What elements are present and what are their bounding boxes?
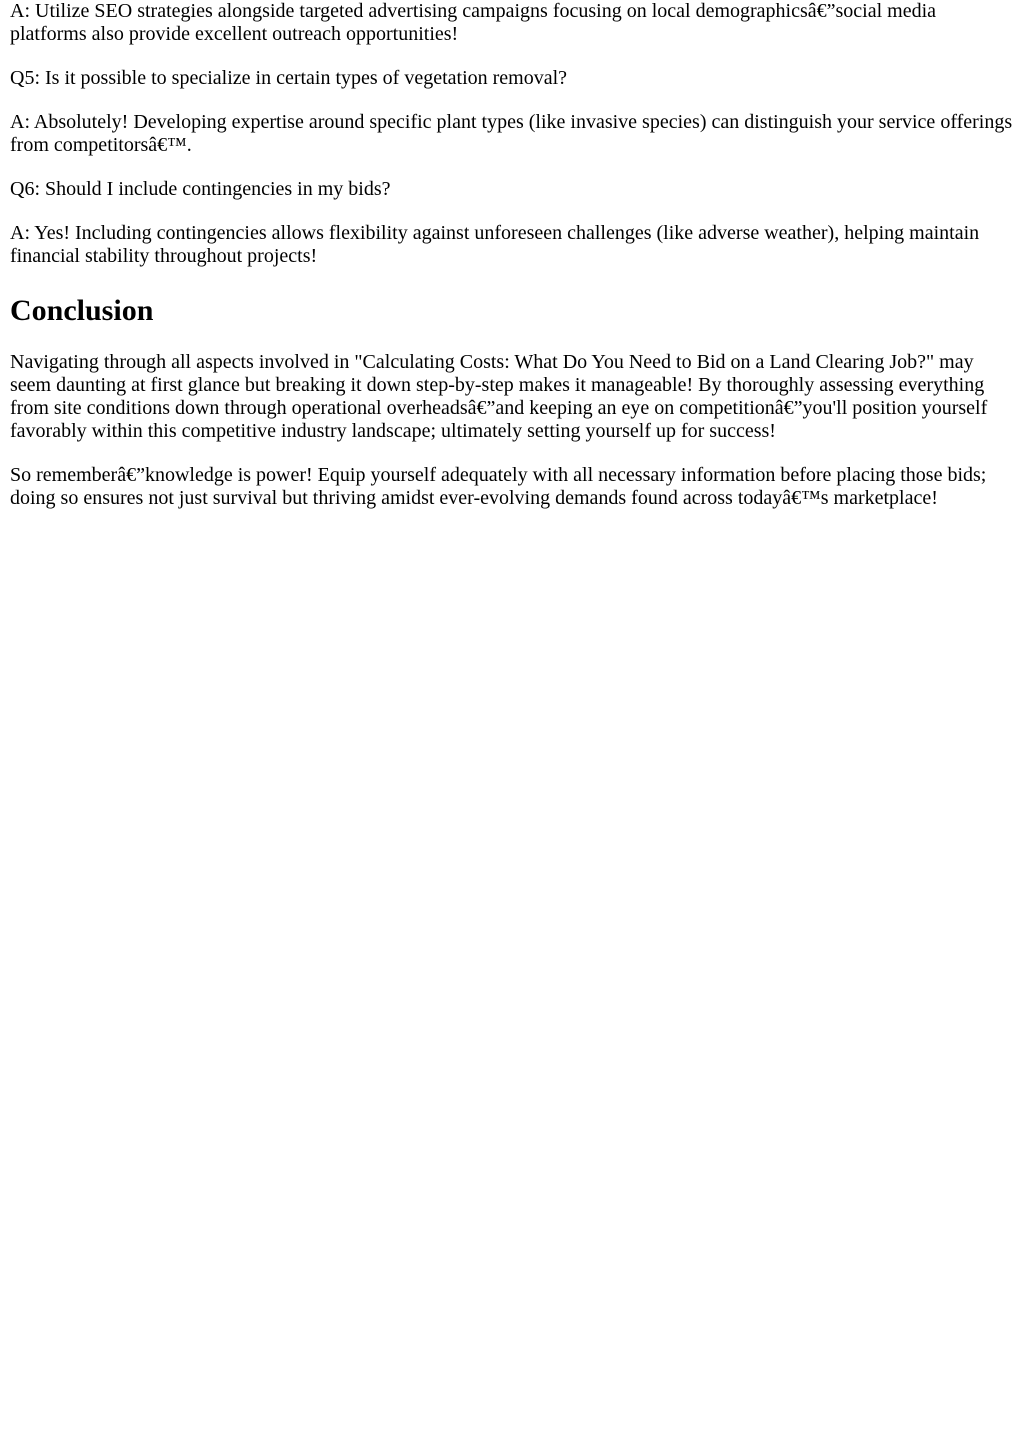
faq-question-6: Q6: Should I include contingencies in my bids? [10,178,391,200]
faq-answer-5: A: Absolutely! Developing expertise around specific plant types (like invasive species) can distinguish your service offerings from competitorsâ€™. [10,111,1013,156]
faq-answer-4: A: Utilize SEO strategies alongside targeted advertising campaigns focusing on local demographicsâ€”social media platforms also provide excellent outreach opportunities! [10,0,937,45]
conclusion-paragraph-1: Navigating through all aspects involved in "Calculating Costs: What Do You Need to Bid on a Land Clearing Job?" may seem daunting at first glance but breaking it down step-by-step makes it manageable! By thoroughly assessing everything from site conditions down through operational overheadsâ€”and keeping an eye on competitionâ€”you'll position yourself favorably within this competitive industry landscape; ultimately setting yourself up for success! [10,351,988,442]
faq-question-5: Q5: Is it possible to specialize in certain types of vegetation removal? [10,67,568,89]
article-content [0,0,1024,510]
conclusion-heading: Conclusion [10,294,154,327]
faq-answer-6: A: Yes! Including contingencies allows flexibility against unforeseen challenges (like adverse weather), helping maintain financial stability throughout projects! [10,222,980,267]
conclusion-paragraph-2: So rememberâ€”knowledge is power! Equip yourself adequately with all necessary information before placing those bids; doing so ensures not just survival but thriving amidst ever-evolving demands found across todayâ€™s marketplace! [10,464,987,509]
